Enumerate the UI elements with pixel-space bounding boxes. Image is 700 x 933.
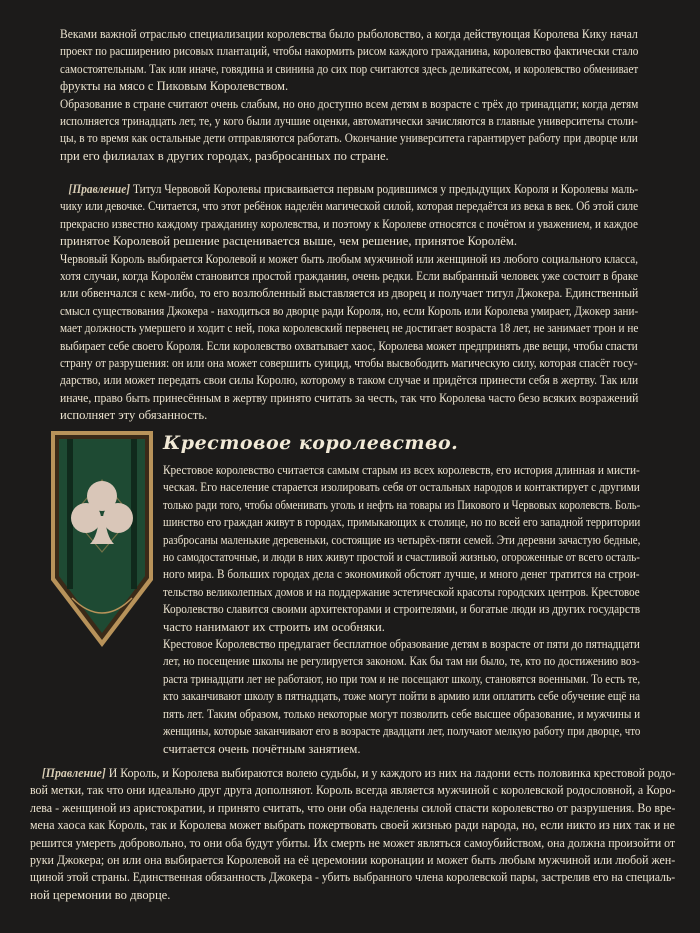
text-line: часто нанимают их строить им особняки. (163, 619, 385, 634)
clubs-kingdom-heading: Крестовое королевство. (163, 432, 459, 454)
text-line: исполняется тринадцать лет, те, у кого были лучшие оценки, автоматически зачисляются в главные университеты столи- (60, 114, 638, 129)
text-line: вой метки, так что они идеально друг друга дополняют. Король всегда является мужчиной с королевской родословной, а Коро- (30, 783, 676, 798)
text-line: Королевство славится своими архитекторами и строителями, и богатые люди из других государств (163, 602, 641, 617)
text-line: лет, но посещение школы не регулируется законом. Как бы там ни было, те, кто по достижению воз- (163, 654, 640, 669)
text-line: Червовый Король выбирается Королевой и может быть любым мужчиной или женщиной из любого социального класса, (60, 251, 639, 266)
text-line: Веками важной отраслью специализации королевства было рыболовство, а когда действующая Королева Кику начал (60, 27, 638, 41)
text-line: кто заканчивают школу в пятнадцать, тоже могут пойти в армию или оплатить себе обучение ещё на (163, 689, 641, 704)
text-line: руки Джокера; он или она выбирается Королевой на её церемонии коронации и может быть любым мужчиной или любой жен- (30, 853, 676, 868)
text-line-rest: Титул Червовой Королевы присваивается первым родившимся у предыдущих Короля и Королевы маль- (130, 182, 639, 196)
text-line: женщины, которые заканчивают его в возрасте двадцати лет, получают мелкую работу при дворце, что (163, 724, 641, 739)
text-line: решится умереть добровольно, то они оба будут убиты. Их смерть не может являться самоубийством, она должна произойти от (30, 835, 676, 850)
text-line: фрукты на мясо с Пиковым Королевством. (60, 79, 289, 94)
text-line (30, 765, 676, 782)
text-line: ного мира. В больших городах дела с экономикой обстоят лучше, и много денег тратится на строи- (163, 567, 640, 582)
text-line: ческая. Его население старается изолировать себя от остальных народов и контактирует с другими (163, 480, 640, 495)
text-line: лева - женщиной из аристократии, и принято считать, что они оба наделены силой спасти королевство от разрушения. Во вре- (30, 800, 676, 815)
text-line: дарство, или может передать свои силы Королю, которому в таком случае и придётся принести себя в жертву. Так или (60, 373, 639, 388)
text-line: при его филиалах в других городах, разбросанных по стране. (60, 148, 389, 163)
text-line: самостоятельным. Так или иначе, говядина и свинина до сих пор считаются здесь деликатесом, и королевство обменивает (60, 61, 639, 76)
text-line: проект по расширению рисовых плантаций, чтобы накормить рисом каждого гражданина, королевство фактически стало (60, 44, 639, 59)
government-label: [Правление] (41, 766, 106, 780)
text-line: хотя случаи, когда Королём становится простой гражданин, очень редки. Если выбранный человек уже состоит в браке (60, 269, 639, 284)
text-line: щиной этой страны. Единственная обязанность Джокера - убить выбранного члена королевской пары, застрелив его на специаль- (30, 870, 676, 885)
text-line: иначе, право быть принесённым в жертву принято считать за честь, так что Королева часто безо всяких возражений (60, 390, 639, 405)
text-line: чику или девочке. Считается, что этот ребёнок наделён магической силой, которая передаётся из века в век. Об этой силе (60, 199, 639, 214)
text-line: Крестовое королевство считается самым старым из всех королевств, его история длинная и мисти- (163, 463, 640, 477)
text-line: смысл существования Джокера - находиться во дворце ради Короля, но, если Король или Королева умирает, Джокер зани- (60, 303, 639, 318)
text-line (60, 181, 639, 198)
text-line: исполняет эту обязанность. (60, 408, 208, 423)
clubs-government-paragraph (30, 765, 675, 904)
text-line: раста тринадцати лет не работают, но при том и не посещают школу, становятся военными. То есть те, (163, 671, 641, 686)
economy-education-paragraph (60, 26, 638, 165)
clubs-kingdom-banner (48, 428, 156, 652)
text-line: мает должность умершего и ходит с ней, пока королевский первенец не достигает возраста 18 лет, не занимает трон и не (60, 321, 639, 336)
text-line: прекрасно известно каждому гражданину королевства, и поэтому к Королеве относятся с почётом и уважением, и каждое (60, 216, 638, 231)
text-line: принятое Королевой решение расценивается выше, чем решение, принятое Королём. (60, 234, 517, 249)
hearts-government-paragraph (60, 181, 638, 425)
text-line-rest: И Король, и Королева выбираются волею судьбы, и у каждого из них на ладони есть половинка крестовой родо- (105, 766, 676, 780)
text-line: выбирает себе своего Короля. Если королевство охватывает хаос, Королева может предпринять две вещи, чтобы спасти (60, 338, 638, 353)
text-line: считается очень почётным занятием. (163, 741, 361, 756)
text-line: разбросаны маленькие деревеньки, состоящие из четырёх-пяти семей. Эти деревни зачастую бедные, (163, 532, 641, 547)
text-line: цы, в то время как остальные дети отправляются работать. Окончание университета гарантирует работу при дворце или (60, 131, 638, 146)
text-line: мена хаоса как Король, так и Королева может выбрать пожертвовать своей жизнью ради народа, но, если никто из них так и не (30, 818, 675, 833)
clubs-kingdom-paragraph (163, 462, 640, 758)
text-line: только ради того, чтобы обменивать уголь и нефть на товары из Пикового и Червовых королевств. Боль- (163, 497, 641, 512)
text-line: ной церемонии во дворце. (30, 887, 171, 902)
text-line: страну от разрушения: он или она может совершить суицид, чтобы высвободить магическую силу, которая спасёт госу- (60, 356, 638, 371)
text-line: пять лет. Таким образом, только некоторые могут позволить себе высшее образование, и мужчины и (163, 706, 641, 721)
text-line: но самодостаточные, и люди в них живут простой и счастливой жизнью, огороженные от всего осталь- (163, 550, 640, 565)
government-label: [Правление] (68, 182, 131, 196)
text-line: или обвенчался с кем-либо, то его возлюбленный выставляется из дворец и получает титул Джокера. Единственный (60, 286, 639, 301)
text-line: Крестовое Королевство предлагает бесплатное образование детям в возрасте от пяти до пятнадцати (163, 637, 640, 652)
text-line: Образование в стране считают очень слабым, но оно доступно всем детям в возрасте с трёх до тринадцати; когда детям (60, 96, 639, 111)
text-line: тельство великолепных домов и на поддержание эстетической красоты городских центров. Крестовое (163, 584, 640, 599)
text-line: шинство его граждан живут в городах, примыкающих к столице, но по всей его западной территории (163, 515, 641, 530)
